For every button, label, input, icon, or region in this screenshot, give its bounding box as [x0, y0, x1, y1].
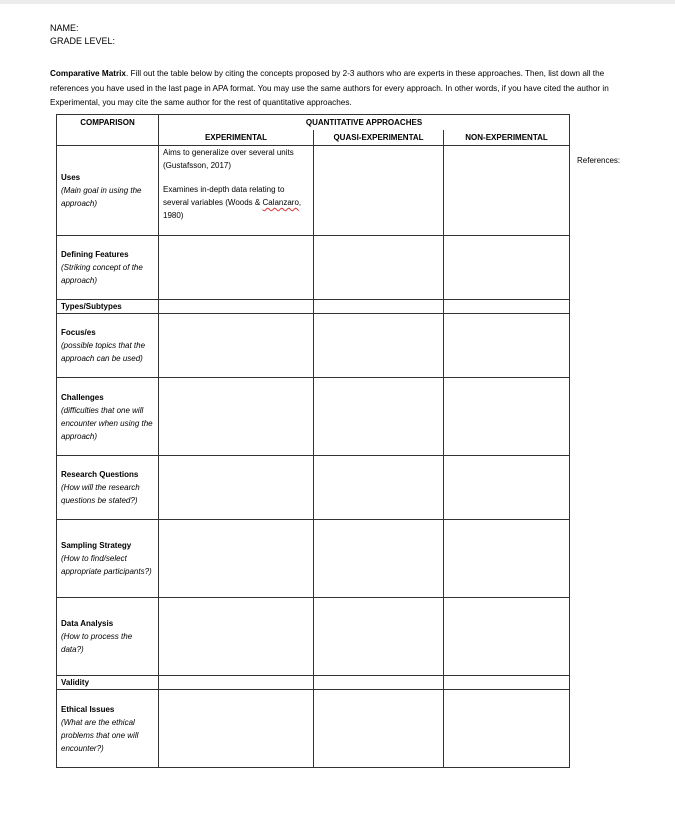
cell-uses-quasi[interactable] [314, 146, 444, 236]
cell-types-quasi[interactable] [314, 300, 444, 314]
cell-validity-quasi[interactable] [314, 676, 444, 690]
table-row-ethical-issues [57, 690, 570, 768]
cell-sampling-non[interactable] [444, 520, 570, 598]
row-title: Uses [61, 173, 81, 182]
row-label-uses [57, 146, 159, 236]
row-title: Validity [61, 678, 90, 687]
row-subtitle: (How to process the data?) [61, 632, 133, 654]
row-title: Ethical Issues [61, 704, 115, 714]
cell-ethical-quasi[interactable] [314, 690, 444, 768]
table-row-data-analysis [57, 598, 570, 676]
row-subtitle: (Striking concept of the approach) [61, 263, 143, 285]
name-label: NAME: [50, 23, 79, 33]
cell-research-questions-quasi[interactable] [314, 456, 444, 520]
col-non-experimental-header: NON-EXPERIMENTAL [444, 130, 570, 146]
table-row-uses [57, 146, 570, 236]
row-title: Data Analysis [61, 619, 114, 628]
table-row-validity [57, 676, 570, 690]
instructions-title: Comparative Matrix [50, 69, 126, 78]
references-label: References: [577, 156, 621, 165]
row-subtitle: (difficulties that one will encounter when using the approach) [61, 405, 153, 441]
cell-uses-non[interactable] [444, 146, 570, 236]
top-edge [0, 0, 675, 4]
row-label-ethical-issues [57, 690, 159, 768]
cell-challenges-quasi[interactable] [314, 378, 444, 456]
row-title: Research Questions [61, 470, 139, 479]
row-label-defining-features [57, 236, 159, 300]
cell-ethical-experimental[interactable] [159, 690, 314, 768]
row-label-sampling-strategy [57, 520, 159, 598]
grade-level-label: GRADE LEVEL: [50, 36, 116, 46]
table-row-sampling-strategy [57, 520, 570, 598]
comparison-header: COMPARISON [57, 115, 159, 146]
citation-gustafsson: Aims to generalize over several units (Gustafsson, 2017) [163, 148, 294, 170]
cell-focus-non[interactable] [444, 314, 570, 378]
citation-woods-calanzaro: Examines in-depth data relating to several variables (Woods & Calanzaro, 1980) [163, 185, 302, 220]
cell-sampling-experimental[interactable] [159, 520, 314, 598]
row-label-types-subtypes [57, 300, 159, 314]
row-title: Focus/es [61, 328, 96, 337]
cell-validity-non[interactable] [444, 676, 570, 690]
cell-focus-quasi[interactable] [314, 314, 444, 378]
cell-focus-experimental[interactable] [159, 314, 314, 378]
row-label-research-questions [57, 456, 159, 520]
cell-uses-experimental[interactable] [159, 146, 314, 236]
col-experimental-header: EXPERIMENTAL [159, 130, 314, 146]
row-subtitle: (How to find/select appropriate participants?) [61, 554, 152, 576]
cell-ethical-non[interactable] [444, 690, 570, 768]
row-label-validity [57, 676, 159, 690]
row-label-focus [57, 314, 159, 378]
quantitative-approaches-header: QUANTITATIVE APPROACHES [159, 115, 570, 131]
misspelled-word: Calanzaro [262, 198, 299, 207]
header-row-top [57, 115, 570, 131]
row-subtitle: (Main goal in using the approach) [61, 186, 142, 208]
cell-challenges-non[interactable] [444, 378, 570, 456]
cell-data-analysis-quasi[interactable] [314, 598, 444, 676]
cell-defining-features-experimental[interactable] [159, 236, 314, 300]
cell-types-non[interactable] [444, 300, 570, 314]
cell-sampling-quasi[interactable] [314, 520, 444, 598]
row-subtitle: (How will the research questions be stated?) [61, 483, 140, 505]
row-title: Defining Features [61, 250, 129, 259]
row-subtitle: (What are the ethical problems that one will encounter?) [61, 717, 139, 753]
row-label-challenges [57, 378, 159, 456]
col-quasi-experimental-header: QUASI-EXPERIMENTAL [314, 130, 444, 146]
table-row-research-questions [57, 456, 570, 520]
cell-defining-features-quasi[interactable] [314, 236, 444, 300]
instructions-body: . Fill out the table below by citing the concepts proposed by 2-3 authors who are experts in these approaches. Then, list down all the references you have used in the last page in APA format. You may use the same authors for every approach. In other words, if you have cited the author in Experimental, you may cite the same author for the rest of quantitative approaches. [50, 69, 609, 107]
cell-validity-experimental[interactable] [159, 676, 314, 690]
cell-types-experimental[interactable] [159, 300, 314, 314]
cell-data-analysis-experimental[interactable] [159, 598, 314, 676]
cell-research-questions-non[interactable] [444, 456, 570, 520]
row-title: Types/Subtypes [61, 302, 122, 311]
table-row-focus [57, 314, 570, 378]
table-row-types-subtypes [57, 300, 570, 314]
row-title: Sampling Strategy [61, 541, 132, 550]
cell-research-questions-experimental[interactable] [159, 456, 314, 520]
row-subtitle: (possible topics that the approach can be used) [61, 341, 146, 363]
cell-data-analysis-non[interactable] [444, 598, 570, 676]
row-title: Challenges [61, 392, 104, 402]
instructions [50, 67, 635, 111]
cell-defining-features-non[interactable] [444, 236, 570, 300]
cell-challenges-experimental[interactable] [159, 378, 314, 456]
comparative-matrix-table [56, 114, 570, 768]
table-row-defining-features [57, 236, 570, 300]
row-label-data-analysis [57, 598, 159, 676]
table-row-challenges [57, 378, 570, 456]
